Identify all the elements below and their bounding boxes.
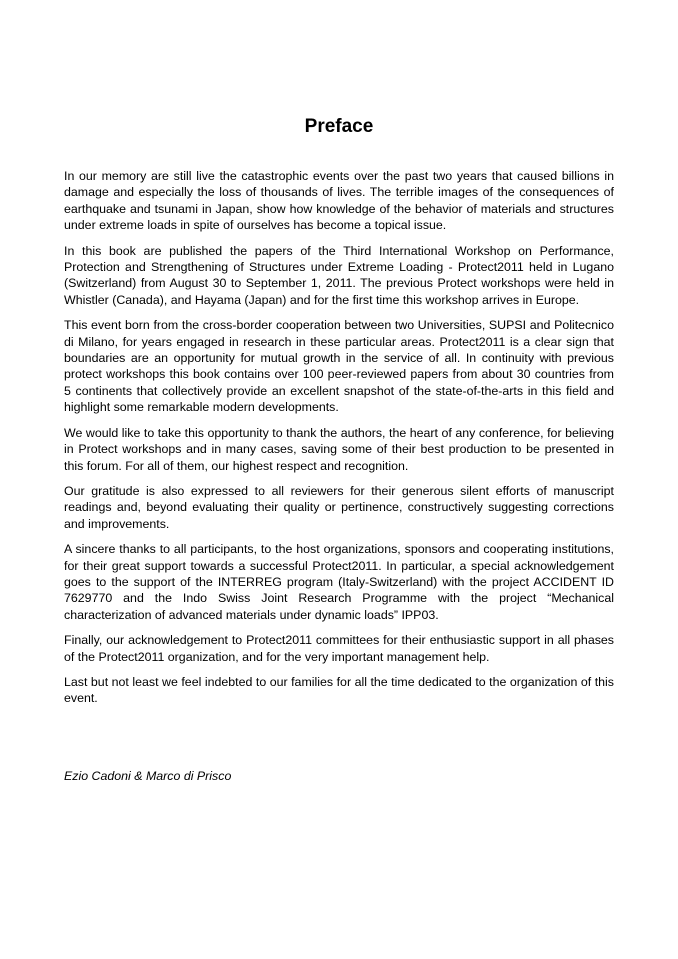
preface-body [64, 168, 614, 716]
paragraph-2: In this book are published the papers of the Third International Workshop on Performance, Protection and Strengthening of Structures under Extreme Loading - Protect2011 held in Lugano (Switzerland) from August 30 to September 1, 2011. The previous Protect workshops were held in Whistler (Canada), and Hayama (Japan) and for the first time this workshop arrives in Europe. [64, 243, 614, 307]
paragraph-8: Last but not least we feel indebted to our families for all the time dedicated to the organization of this event. [64, 674, 614, 706]
page-title: Preface [304, 116, 374, 137]
paragraph-7: Finally, our acknowledgement to Protect2011 committees for their enthusiastic support in all phases of the Protect2011 organization, and for the very important management help. [64, 633, 614, 664]
paragraph-6: A sincere thanks to all participants, to the host organizations, sponsors and cooperating institutions, for their great support towards a successful Protect2011. In particular, a special acknowledgement goes to the support of the INTERREG program (Italy-Switzerland) with the project ACCIDENT ID 7629770 and the Indo Swiss Joint Research Programme with the project “Mechanical characterization of advanced materials under dynamic loads” IPP03. [64, 542, 614, 622]
paragraph-3: This event born from the cross-border cooperation between two Universities, SUPSI and Politecnico di Milano, for years engaged in research in these particular areas. Protect2011 is a clear sign that boundaries are an opportunity for mutual growth in the service of all. In continuity with previous protect workshops this book contains over 100 peer-reviewed papers from about 30 countries from 5 continents that collectively provide an excellent snapshot of the state-of-the-arts in this field and highlight some remarkable modern developments. [64, 318, 614, 415]
paragraph-1: In our memory are still live the catastrophic events over the past two years that caused billions in damage and especially the loss of thousands of lives. The terrible images of the consequences of earthquake and tsunami in Japan, show how knowledge of the behavior of materials and structures under extreme loads in spite of ourselves has become a topical issue. [64, 169, 614, 233]
author-signature: Ezio Cadoni & Marco di Prisco [64, 769, 232, 783]
paragraph-5: Our gratitude is also expressed to all reviewers for their generous silent efforts of manuscript readings and, beyond evaluating their quality or pertinence, constructively suggesting corrections and improvements. [64, 483, 614, 531]
paragraph-4: We would like to take this opportunity to thank the authors, the heart of any conference, for believing in Protect workshops and in many cases, saving some of their best production to be presented in this forum. For all of them, our highest respect and recognition. [64, 425, 614, 473]
